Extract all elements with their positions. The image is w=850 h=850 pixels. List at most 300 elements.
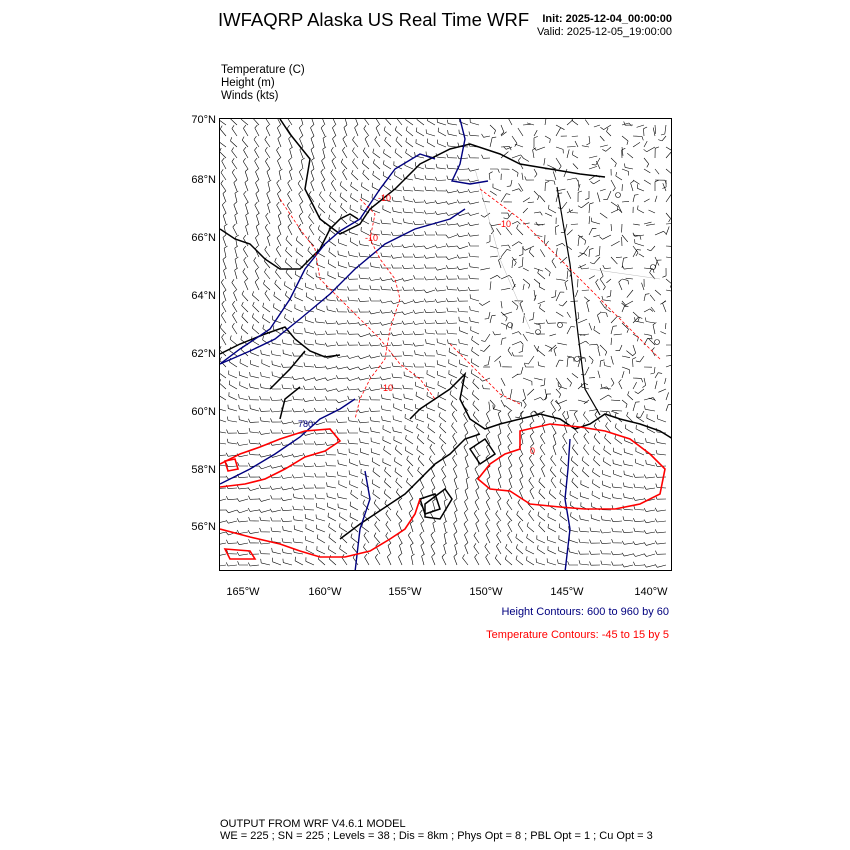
wind-barb xyxy=(328,503,336,510)
wind-barb xyxy=(540,304,546,312)
wind-barb xyxy=(254,257,259,268)
wind-barb xyxy=(540,249,545,257)
wind-barb xyxy=(388,543,391,554)
wind-barb xyxy=(469,242,479,246)
wind-barb xyxy=(622,301,634,306)
wind-barb xyxy=(374,500,380,510)
wind-barb xyxy=(303,386,314,390)
wind-barb xyxy=(347,355,358,358)
wind-barb xyxy=(525,356,535,364)
wind-barb xyxy=(437,350,446,356)
wind-barb xyxy=(490,315,496,323)
wind-barb xyxy=(284,281,292,290)
wind-barb xyxy=(545,181,549,191)
wind-barb xyxy=(527,522,534,532)
wind-barb xyxy=(646,224,655,225)
lat-label: 60°N xyxy=(191,406,216,418)
wind-barb xyxy=(380,277,391,280)
wind-barb xyxy=(386,521,391,532)
wind-barb xyxy=(584,445,590,456)
wind-barb xyxy=(435,320,446,324)
wind-barb xyxy=(446,201,457,204)
wind-barb xyxy=(341,159,347,169)
wind-barb xyxy=(490,281,491,290)
wind-barb xyxy=(455,510,458,521)
wind-barb xyxy=(468,287,479,291)
wind-barb xyxy=(277,180,281,191)
wind-barb xyxy=(249,396,259,400)
wind-barb xyxy=(567,378,572,387)
wind-barb xyxy=(364,119,369,125)
wind-barb xyxy=(220,415,226,422)
wind-barb xyxy=(271,495,281,499)
wind-barb xyxy=(556,128,561,136)
wind-barb xyxy=(359,396,369,400)
wind-barb xyxy=(633,250,641,257)
wind-barb xyxy=(347,276,358,280)
wind-barb xyxy=(420,510,424,521)
wind-barb xyxy=(602,296,611,301)
wind-barb xyxy=(622,356,630,358)
wind-barb xyxy=(233,224,237,235)
wind-barb xyxy=(337,429,348,433)
wind-barb xyxy=(622,371,624,378)
wind-barb xyxy=(268,180,271,191)
wind-barb xyxy=(232,158,237,169)
wind-barb xyxy=(305,536,314,543)
wind-barb xyxy=(328,271,336,279)
chart-title: IWFAQRP Alaska US Real Time WRF xyxy=(218,9,530,30)
wind-barb xyxy=(241,324,248,334)
wind-barb xyxy=(394,171,402,180)
wind-barb xyxy=(220,391,226,400)
wind-barb xyxy=(633,402,640,411)
wind-barb xyxy=(497,228,502,235)
wind-barb xyxy=(600,345,607,356)
wind-barb xyxy=(584,433,589,444)
wind-barb xyxy=(348,429,359,433)
wind-barb xyxy=(508,411,512,422)
wind-barb xyxy=(237,510,248,513)
wind-barb xyxy=(639,254,644,257)
wind-barb xyxy=(246,224,249,235)
wind-barb xyxy=(508,347,512,356)
wind-barb xyxy=(446,265,457,269)
wind-barb xyxy=(328,513,336,521)
wind-barb xyxy=(240,359,248,367)
wind-barb xyxy=(582,290,589,291)
wind-barb xyxy=(369,342,380,346)
wind-barb xyxy=(534,130,537,136)
wind-barb xyxy=(392,264,403,268)
wind-barb xyxy=(355,119,358,125)
wind-barb xyxy=(239,371,248,378)
wind-barb xyxy=(360,448,369,455)
wind-barb xyxy=(547,558,556,565)
wind-barb xyxy=(501,213,509,217)
wind-barb xyxy=(369,321,380,325)
wind-barb xyxy=(421,543,424,554)
wind-barb xyxy=(622,266,633,270)
wind-barb xyxy=(612,528,622,532)
wind-barb xyxy=(486,499,490,510)
wind-barb xyxy=(347,320,358,324)
wind-barb xyxy=(666,169,672,174)
wind-barb xyxy=(327,482,337,488)
wind-barb xyxy=(655,125,656,134)
wind-barb xyxy=(496,543,501,554)
wind-barb xyxy=(416,139,424,147)
wind-barb xyxy=(447,339,457,345)
wind-barb xyxy=(288,213,292,224)
wind-barb xyxy=(666,345,672,349)
station-marker xyxy=(558,323,563,328)
wind-barb xyxy=(422,554,425,565)
wind-barb xyxy=(518,128,523,136)
wind-barb xyxy=(506,511,512,521)
wind-barb xyxy=(633,224,640,225)
wind-barb xyxy=(517,367,523,374)
wind-barb xyxy=(255,268,259,279)
wind-barb xyxy=(224,246,227,257)
wind-barb xyxy=(579,560,589,565)
wind-barb xyxy=(600,540,611,544)
wind-barb xyxy=(587,300,590,312)
wind-barb xyxy=(271,517,281,521)
wind-barb xyxy=(232,169,237,180)
wind-barb xyxy=(395,149,402,159)
wind-barb xyxy=(501,312,507,321)
wind-barb xyxy=(339,512,347,521)
wind-barb xyxy=(428,435,435,444)
wind-barb xyxy=(534,378,543,380)
wind-barb xyxy=(523,389,526,401)
wind-barb xyxy=(655,147,659,158)
wind-barb xyxy=(529,510,534,521)
wind-barb xyxy=(349,470,358,477)
wind-barb xyxy=(512,169,518,177)
wind-barb xyxy=(435,267,446,270)
wind-barb xyxy=(271,429,282,433)
wind-barb xyxy=(295,304,303,312)
wind-barb xyxy=(536,222,545,225)
wind-barb xyxy=(526,546,534,554)
wind-barb xyxy=(381,394,391,400)
wind-barb xyxy=(545,213,552,216)
wind-barb xyxy=(580,492,589,499)
wind-barb xyxy=(628,391,633,400)
wind-barb xyxy=(501,338,506,345)
wind-barb xyxy=(494,356,501,362)
wind-barb xyxy=(220,324,226,334)
wind-barb xyxy=(534,235,542,237)
wind-barb xyxy=(413,310,424,314)
valid-time: Valid: 2025-12-05_19:00:00 xyxy=(537,26,672,38)
wind-barb xyxy=(403,187,413,192)
wind-barb xyxy=(538,512,545,521)
wind-barb xyxy=(403,253,414,257)
wind-barb xyxy=(417,434,424,444)
wind-barb xyxy=(497,532,502,543)
wind-barb xyxy=(612,539,622,543)
wind-barb xyxy=(556,360,563,367)
wind-barb xyxy=(666,152,671,158)
wind-barb xyxy=(286,269,292,279)
lon-label: 160°W xyxy=(308,586,342,598)
wind-barb xyxy=(348,396,358,400)
wind-barb xyxy=(452,411,457,422)
wind-barb xyxy=(567,178,578,181)
wind-barb xyxy=(611,338,612,345)
wind-barb xyxy=(611,378,614,386)
wind-barb xyxy=(555,225,559,235)
wind-barb xyxy=(237,518,248,522)
wind-barb xyxy=(223,191,226,202)
wind-barb xyxy=(622,136,628,145)
wind-barb xyxy=(416,415,425,422)
wind-barb xyxy=(239,405,248,411)
wind-barb xyxy=(522,246,534,250)
wind-barb xyxy=(623,483,633,489)
wind-barb xyxy=(529,477,534,488)
wind-barb xyxy=(622,400,627,408)
wind-barb xyxy=(666,364,672,367)
wind-barb xyxy=(243,158,248,169)
height-contour-legend: Height Contours: 600 to 960 by 60 xyxy=(501,606,669,618)
wind-barb xyxy=(249,539,259,543)
wind-barb xyxy=(636,356,644,362)
wind-barb xyxy=(347,408,358,412)
wind-barb xyxy=(304,485,315,489)
wind-barb xyxy=(523,208,528,213)
wind-barb xyxy=(622,201,629,202)
wind-barb xyxy=(457,266,468,269)
wind-barb xyxy=(570,512,578,521)
wind-barb xyxy=(644,309,653,312)
wind-barb xyxy=(474,510,479,521)
wind-barb xyxy=(438,403,446,411)
wind-barb xyxy=(603,265,611,269)
wind-barb xyxy=(326,462,336,466)
wind-barb xyxy=(314,441,325,445)
wind-barb xyxy=(482,134,491,137)
wind-barb xyxy=(592,491,600,499)
wind-barb xyxy=(358,388,369,391)
wind-barb xyxy=(265,246,270,257)
wind-barb xyxy=(263,314,271,323)
wind-barb xyxy=(517,225,523,235)
wind-barb xyxy=(475,466,479,477)
wind-barb xyxy=(622,323,629,333)
wind-barb xyxy=(459,317,468,323)
wind-barb xyxy=(448,130,457,136)
wind-barb xyxy=(361,182,369,191)
wind-barb xyxy=(541,378,546,386)
height-contour xyxy=(452,119,488,184)
wind-barb xyxy=(471,359,479,368)
alaska-peninsula xyxy=(340,434,480,539)
wind-barb xyxy=(325,388,336,391)
wind-barb xyxy=(358,367,369,370)
wind-barb xyxy=(470,294,479,301)
wind-barb xyxy=(329,523,336,532)
wind-barb xyxy=(413,244,424,248)
wind-barb xyxy=(331,180,336,191)
wind-barb xyxy=(249,439,259,444)
wind-barb xyxy=(267,235,270,246)
wind-barb xyxy=(220,541,226,544)
wind-barb xyxy=(611,202,618,211)
wind-barb xyxy=(452,423,458,434)
wind-barb xyxy=(420,532,424,543)
wind-barb xyxy=(644,475,655,479)
wind-barb xyxy=(385,137,391,147)
wind-barb xyxy=(568,561,578,565)
wind-barb xyxy=(498,433,501,444)
wind-barb xyxy=(327,493,336,499)
wind-barb xyxy=(281,518,292,522)
wind-barb xyxy=(316,273,325,279)
wind-barb xyxy=(351,534,358,543)
chukchi-peninsula xyxy=(220,214,358,269)
wind-barb xyxy=(497,521,501,532)
wind-barb xyxy=(220,379,226,389)
wind-barb xyxy=(380,366,391,369)
wind-barb xyxy=(468,212,479,215)
wind-barb xyxy=(458,275,468,279)
wind-barb xyxy=(604,446,611,455)
wind-barb xyxy=(522,173,523,180)
wind-barb xyxy=(424,246,435,249)
wind-barb xyxy=(260,384,270,389)
wind-barb xyxy=(350,459,358,466)
init-time: Init: 2025-12-04_00:00:00 xyxy=(542,13,672,25)
seward-coast xyxy=(220,327,340,357)
wind-barb xyxy=(490,400,495,409)
wind-barb xyxy=(622,235,628,242)
wind-barb xyxy=(278,213,281,224)
wind-barb xyxy=(516,544,523,554)
wind-barb xyxy=(314,331,325,335)
wind-barb xyxy=(348,297,358,301)
station-marker xyxy=(575,357,580,362)
wind-barb xyxy=(468,233,479,237)
wind-barb xyxy=(591,218,600,224)
wind-barb xyxy=(443,477,447,488)
temperature-contour xyxy=(220,429,340,487)
wind-barb xyxy=(666,147,672,154)
wind-barb xyxy=(243,268,248,279)
wind-barb xyxy=(575,141,578,147)
wind-barb xyxy=(270,408,281,412)
wind-barb xyxy=(249,517,259,521)
wind-barb xyxy=(241,119,248,125)
wind-barb xyxy=(299,191,303,202)
wind-barb xyxy=(490,125,496,134)
wind-barb xyxy=(380,300,391,303)
wind-barb xyxy=(343,136,347,147)
wind-barb xyxy=(489,402,490,411)
wind-barb xyxy=(611,411,619,414)
wind-barb xyxy=(507,499,512,510)
wind-barb xyxy=(426,129,435,136)
wind-barb xyxy=(220,498,226,501)
wind-barb xyxy=(589,323,592,330)
wind-barb xyxy=(569,548,578,554)
wind-barb xyxy=(221,180,226,191)
wind-barb xyxy=(328,260,336,269)
wind-barb xyxy=(661,125,666,135)
wind-barb xyxy=(589,248,594,257)
wind-barb xyxy=(454,521,457,532)
wind-barb xyxy=(656,450,666,455)
wind-barb xyxy=(281,399,292,402)
wind-barb xyxy=(615,424,622,434)
wind-barb xyxy=(281,487,292,490)
wind-barb xyxy=(318,225,325,235)
wind-barb xyxy=(427,370,435,378)
wind-barb xyxy=(303,409,314,412)
wind-barb xyxy=(613,460,622,466)
wind-barb xyxy=(500,361,502,367)
wind-barb xyxy=(607,128,612,136)
wind-barb xyxy=(589,228,596,235)
wind-barb xyxy=(311,125,315,136)
wind-barb xyxy=(600,213,607,218)
contour-label: 780 xyxy=(298,419,314,429)
wind-barb xyxy=(278,224,281,235)
wind-barb xyxy=(572,478,578,488)
wind-barb xyxy=(375,119,380,125)
wind-barb xyxy=(408,532,413,543)
wind-barb xyxy=(244,191,248,202)
wind-barb xyxy=(561,456,568,466)
wind-barb xyxy=(332,158,336,169)
wind-barb xyxy=(424,210,435,214)
wind-barb xyxy=(370,396,380,400)
wind-barb xyxy=(220,553,226,556)
wind-barb xyxy=(534,169,537,177)
wind-barb xyxy=(381,264,392,268)
wind-barb xyxy=(303,398,314,401)
contour-label: -10 xyxy=(498,219,512,229)
wind-barb xyxy=(644,294,649,301)
wind-barb xyxy=(622,529,633,533)
wind-barb xyxy=(256,169,260,180)
wind-barb xyxy=(611,551,622,555)
wind-barb xyxy=(468,179,479,182)
wind-barb xyxy=(349,449,358,455)
wind-barb xyxy=(413,199,424,203)
wind-barb xyxy=(539,196,545,203)
wind-barb xyxy=(447,308,457,312)
wind-barb xyxy=(304,506,314,510)
wind-barb xyxy=(348,342,359,346)
wind-barb xyxy=(442,466,447,477)
wind-barb xyxy=(575,290,578,297)
wind-barb xyxy=(523,268,529,271)
wind-barb xyxy=(624,471,633,477)
wind-barb xyxy=(289,169,292,180)
wind-barb xyxy=(550,334,557,336)
wind-barb xyxy=(536,558,545,565)
wind-barb xyxy=(380,322,391,325)
wind-barb xyxy=(534,191,539,200)
wind-barb xyxy=(220,531,226,534)
wind-barb xyxy=(220,405,226,411)
wind-barb xyxy=(360,438,370,444)
wind-barb xyxy=(226,540,237,544)
